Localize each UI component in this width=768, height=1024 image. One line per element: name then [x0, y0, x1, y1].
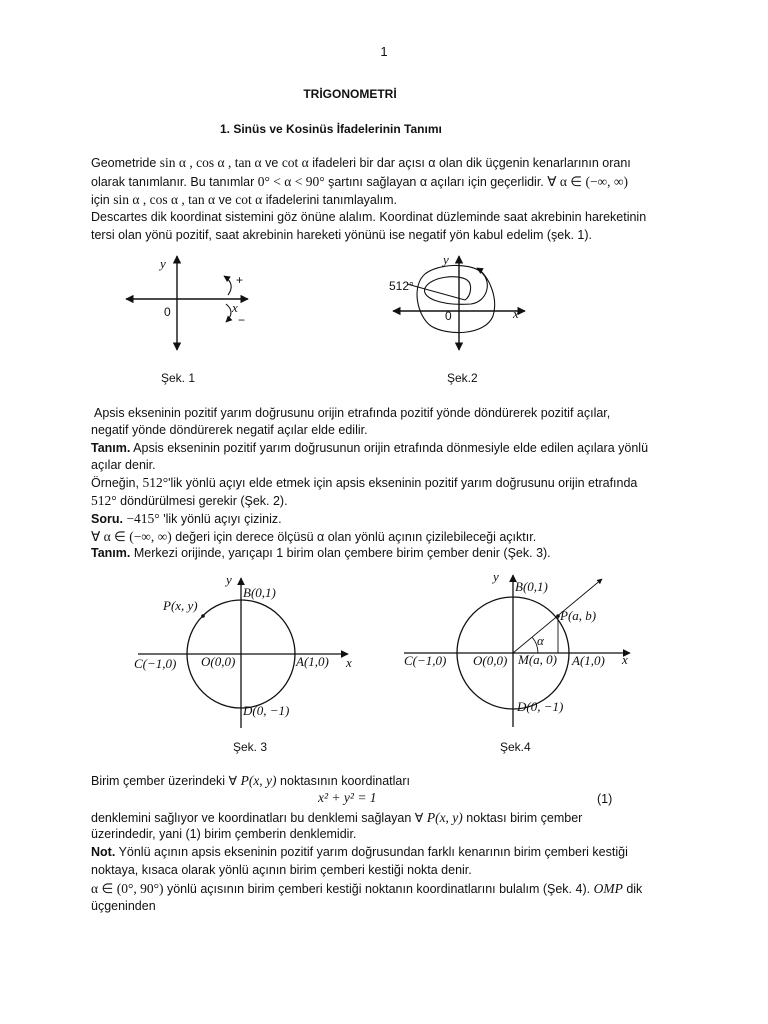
fig1-plus-label: +	[236, 273, 244, 287]
fig4-m-label: M(a, 0)	[518, 652, 557, 667]
para2-line8: ∀ α ∈ (−∞, ∞) değeri için derece ölçüsü α olan yönlü açının çizilebileceği açıktır.	[91, 529, 537, 544]
fig3-y-label: y	[226, 572, 232, 587]
figure-4	[400, 565, 640, 730]
para1-line3: için sin α , cos α , tan α ve cot α ifadelerini tanımlayalım.	[91, 192, 398, 207]
para3-line2: denklemini sağlıyor ve koordinatları bu denklemi sağlayan ∀ P(x, y) noktası birim çember	[91, 810, 583, 825]
page-number: 1	[380, 44, 388, 59]
fig4-o-label: O(0,0)	[473, 653, 508, 668]
fig1-y-label: y	[160, 256, 166, 271]
figure-2	[385, 250, 535, 358]
figure-3	[130, 570, 365, 730]
fig4-b-label: B(0,1)	[515, 579, 548, 594]
fig1-negative-arrow	[226, 304, 231, 322]
fig3-p-label: P(x, y)	[163, 598, 198, 613]
fig3-point-p	[201, 614, 205, 618]
para1-line2: olarak tanımlanır. Bu tanımlar 0° < α < 90° şartını sağlayan α açıları için geçerlidir. ∀ α ∈ (−∞, ∞)	[91, 174, 629, 189]
fig4-y-label: y	[493, 569, 499, 584]
para3-line7: üçgeninden	[91, 899, 156, 913]
fig4-caption: Şek.4	[500, 740, 531, 754]
para3-line6: α ∈ (0°, 90°) yönlü açısının birim çemberi kestiği noktanın koordinatlarını bulalım (Şek. 4). OMP dik	[91, 881, 643, 896]
para3-line4: Not. Yönlü açının apsis ekseninin pozitif yarım doğrusundan farklı kenarının birim çemberi kestiği	[91, 845, 628, 859]
figure-1	[118, 250, 258, 358]
fig3-a-label: A(1,0)	[296, 654, 329, 669]
fig4-alpha-label: α	[537, 633, 544, 648]
unit-circle-equation: x² + y² = 1	[318, 790, 377, 805]
fig4-d-label: D(0, −1)	[517, 699, 564, 714]
fig1-positive-arrow	[224, 276, 231, 295]
para2-line5: Örneğin, 512°'lik yönlü açıyı elde etmek için apsis ekseninin pozitif yarım doğrusunu orijin etrafında	[91, 475, 638, 490]
fig4-p-label: P(a, b)	[560, 608, 597, 623]
para1-line4: Descartes dik koordinat sistemini göz önüne alalım. Koordinat düzleminde saat akrebinin hareketinin	[91, 210, 647, 224]
para2-line1: Apsis ekseninin pozitif yarım doğrusunu orijin etrafında pozitif yönde döndürerek pozitif açılar,	[94, 406, 611, 420]
fig2-caption: Şek.2	[447, 371, 478, 385]
fig3-caption: Şek. 3	[233, 740, 268, 754]
para2-line2: negatif yönde döndürerek negatif açılar elde edilir.	[91, 423, 368, 437]
fig4-a-label: A(1,0)	[572, 653, 605, 668]
fig2-x-label: x	[513, 306, 519, 321]
fig3-c-label: C(−1,0)	[134, 656, 177, 671]
fig3-x-label: x	[346, 655, 352, 670]
section-title: 1. Sinüs ve Kosinüs İfadelerinin Tanımı	[220, 122, 442, 136]
para2-line7: Soru. −415° 'lik yönlü açıyı çiziniz.	[91, 511, 282, 526]
document-title: TRİGONOMETRİ	[303, 87, 397, 101]
fig4-c-label: C(−1,0)	[404, 653, 447, 668]
para3-line1: Birim çember üzerindeki ∀ P(x, y) noktasının koordinatları	[91, 773, 410, 788]
para1-line5: tersi olan yönü pozitif, saat akrebinin hareketi yönünü ise negatif yön kabul edelim (şek. 1).	[91, 228, 592, 242]
fig1-caption: Şek. 1	[161, 371, 196, 385]
fig2-origin-label: 0	[445, 309, 452, 323]
fig4-x-label: x	[622, 652, 628, 667]
para2-line3: Tanım. Apsis ekseninin pozitif yarım doğrusunun orijin etrafında dönmesiyle elde edilen açılara yönlü	[91, 441, 649, 455]
fig1-origin-label: 0	[164, 305, 171, 319]
fig3-o-label: O(0,0)	[201, 654, 236, 669]
fig2-ray	[407, 284, 465, 300]
fig2-spiral	[417, 265, 495, 332]
fig2-y-label: y	[443, 252, 449, 267]
fig3-d-label: D(0, −1)	[243, 703, 290, 718]
para3-line3: üzerindedir, yani (1) birim çemberin denklemidir.	[91, 827, 357, 841]
fig1-minus-label: −	[238, 313, 246, 327]
para1-line1: Geometride sin α , cos α , tan α ve cot α ifadeleri bir dar açısı α olan dik üçgenin kenarlarının oranı	[91, 155, 631, 170]
fig1-x-label: x	[232, 300, 238, 315]
para2-line9: Tanım. Merkezi orijinde, yarıçapı 1 birim olan çembere birim çember denir (Şek. 3).	[91, 546, 551, 560]
equation-number: (1)	[597, 792, 613, 806]
para3-line5: noktaya, kısaca olarak yönlü açının birim çemberi kestiği nokta denir.	[91, 863, 472, 877]
fig2-angle-label: 512°	[389, 279, 414, 293]
para2-line6: 512° döndürülmesi gerekir (Şek. 2).	[91, 493, 288, 508]
para2-line4: açılar denir.	[91, 458, 156, 472]
fig3-b-label: B(0,1)	[243, 585, 276, 600]
